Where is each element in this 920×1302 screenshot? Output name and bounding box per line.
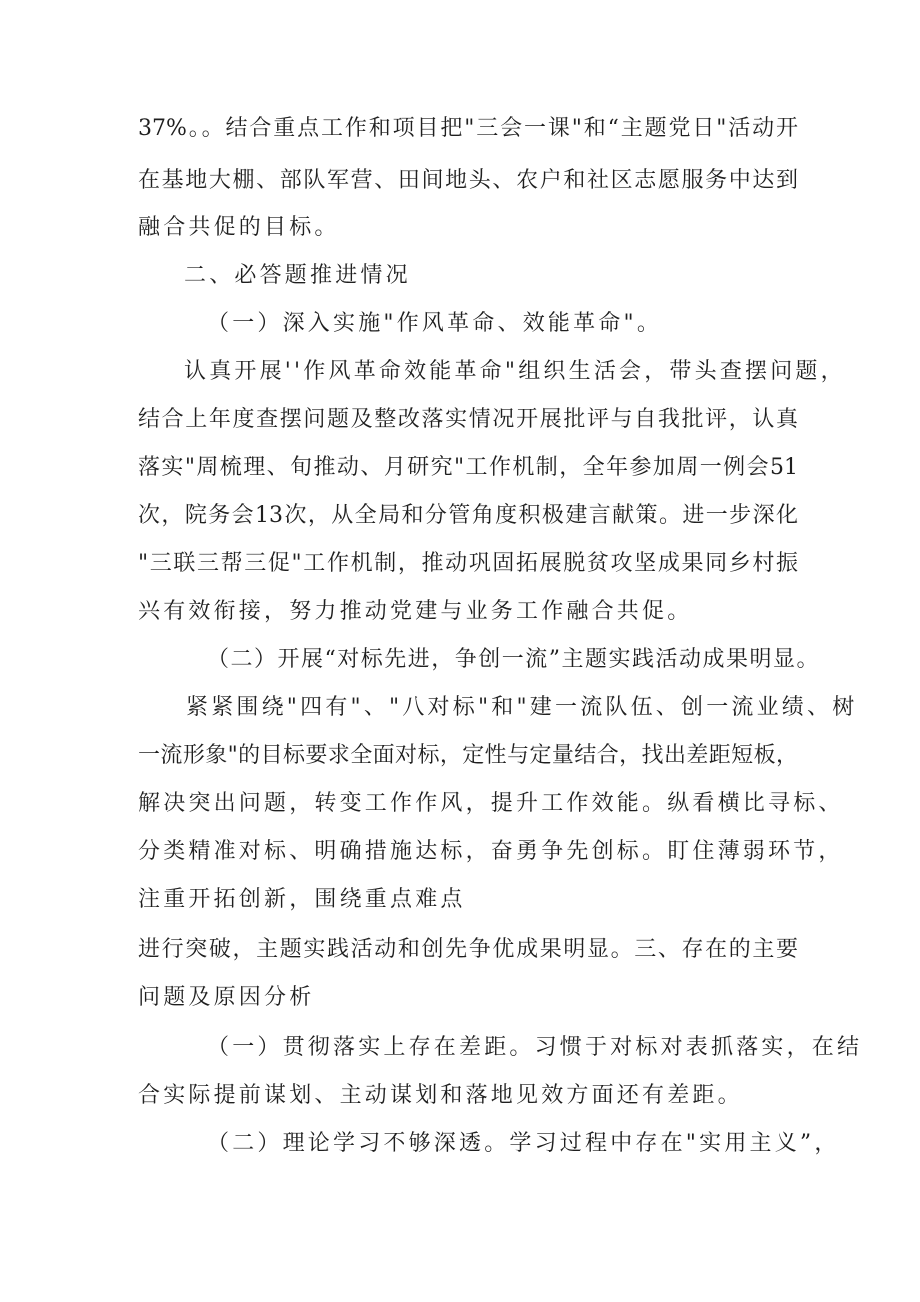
subsection-heading: （二）理论学习不够深透。学习过程中存在"实用主义”， — [207, 1131, 840, 1156]
subsection-heading: （一）贯彻落实上存在差距。习惯于对标对表抓落实，在结 — [207, 1035, 863, 1060]
body-line: 结合上年度查摆问题及整改落实情况开展批评与自我批评，认真 — [138, 407, 798, 432]
body-line: 在基地大棚、部队军营、田间地头、农户和社区志愿服务中达到 — [138, 168, 798, 193]
body-line: "三联三帮三促"工作机制，推动巩固拓展脱贫攻坚成果同乡村振 — [138, 551, 798, 576]
body-line: 分类精准对标、明确措施达标，奋勇争先创标。盯住薄弱环节， — [138, 839, 844, 864]
body-line: 合实际提前谋划、主动谋划和落地见效方面还有差距。 — [138, 1083, 743, 1108]
body-line: 解决突出问题，转变工作作风，提升工作效能。纵看横比寻标、 — [138, 791, 844, 816]
body-line: 一流形象"的目标要求全面对标，定性与定量结合，找出差距短板， — [138, 743, 798, 768]
body-line: 注重开拓创新，围绕重点难点 — [138, 887, 466, 912]
subsection-heading: （一）深入实施"作风革命、效能革命"。 — [207, 311, 663, 336]
body-line: 兴有效衔接，努力推动党建与业务工作融合共促。 — [138, 599, 693, 624]
body-line: 融合共促的目标。 — [138, 215, 340, 240]
subsection-heading: （二）开展“对标先进，争创一流”主题实践活动成果明显。 — [207, 647, 820, 672]
body-line: 落实"周梳理、旬推动、月研究"工作机制，全年参加周一例会51 — [138, 455, 798, 480]
body-line: 紧紧围绕"四有"、"八对标"和"建一流队伍、创一流业绩、树 — [186, 695, 858, 720]
body-line: 问题及原因分析 — [138, 985, 315, 1010]
section-heading: 二、必答题推进情况 — [184, 263, 411, 288]
body-line: 认真开展''作风革命效能革命"组织生活会，带头查摆问题， — [184, 359, 846, 384]
body-line: 进行突破，主题实践活动和创先争优成果明显。三、存在的主要 — [138, 937, 798, 962]
body-line: 37%。。结合重点工作和项目把"三会一课"和“主题党日"活动开 — [138, 116, 798, 141]
body-line: 次，院务会13次，从全局和分管角度积极建言献策。进一步深化 — [138, 503, 798, 528]
